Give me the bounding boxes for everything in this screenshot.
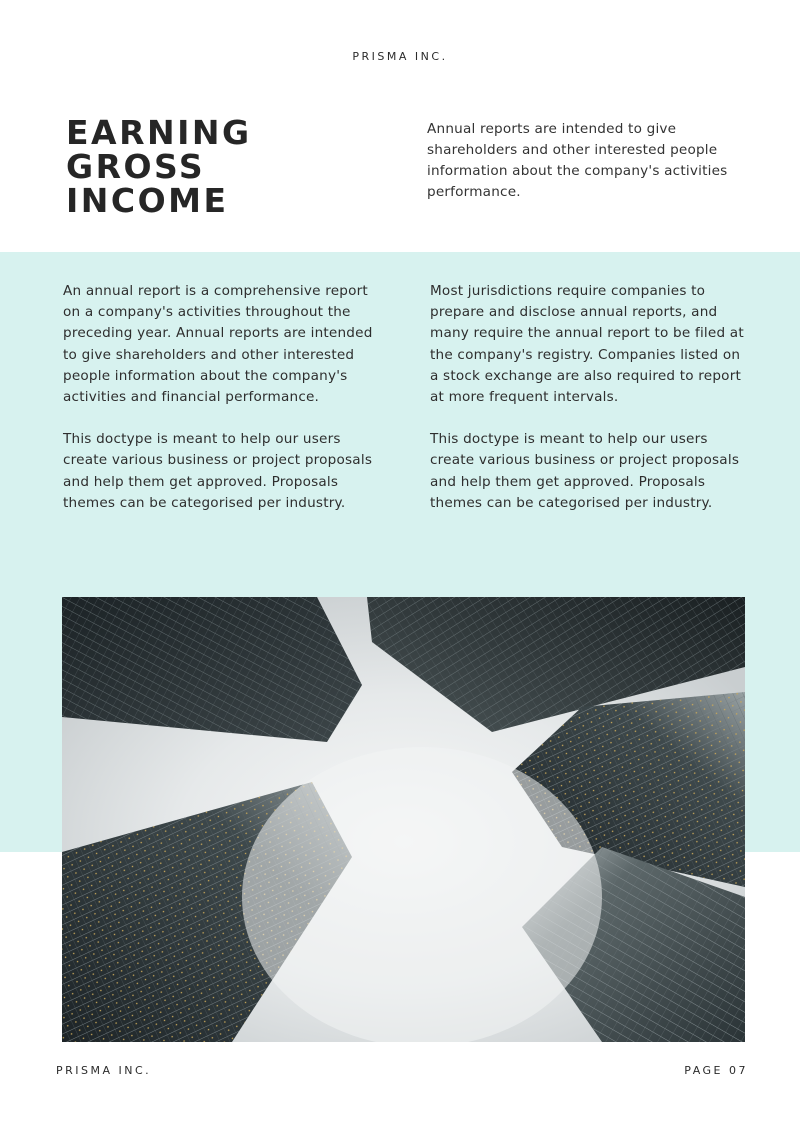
skyscrapers-photo xyxy=(62,597,745,1042)
paragraph: This doctype is meant to help our users create various business or project proposals and help them get approved. Proposals themes can be categorised per industry. xyxy=(430,431,740,511)
title-line: EARNING xyxy=(66,113,252,152)
paragraph: This doctype is meant to help our users create various business or project proposals and help them get approved. Proposals themes can be categorised per industry. xyxy=(63,431,373,511)
header-brand: PRISMA INC. xyxy=(352,50,448,63)
page-title xyxy=(66,113,252,220)
intro-text: Annual reports are intended to give shareholders and other interested people information about the company's activities performance. xyxy=(427,121,728,200)
skyscrapers-image xyxy=(62,597,745,1042)
page-number: PAGE 07 xyxy=(684,1064,748,1077)
title-line: GROSS xyxy=(66,147,206,186)
title-line: INCOME xyxy=(66,181,229,220)
right-column xyxy=(430,281,750,535)
footer-brand: PRISMA INC. xyxy=(56,1064,152,1077)
left-column xyxy=(63,281,383,535)
paragraph: An annual report is a comprehensive report on a company's activities throughout the preceding year. Annual reports are intended to give shareholders and other interested people information about the company's activities and financial performance. xyxy=(63,283,373,406)
paragraph: Most jurisdictions require companies to prepare and disclose annual reports, and many require the annual report to be filed at the company's registry. Companies listed on a stock exchange are also required to report at more frequent intervals. xyxy=(430,283,744,406)
